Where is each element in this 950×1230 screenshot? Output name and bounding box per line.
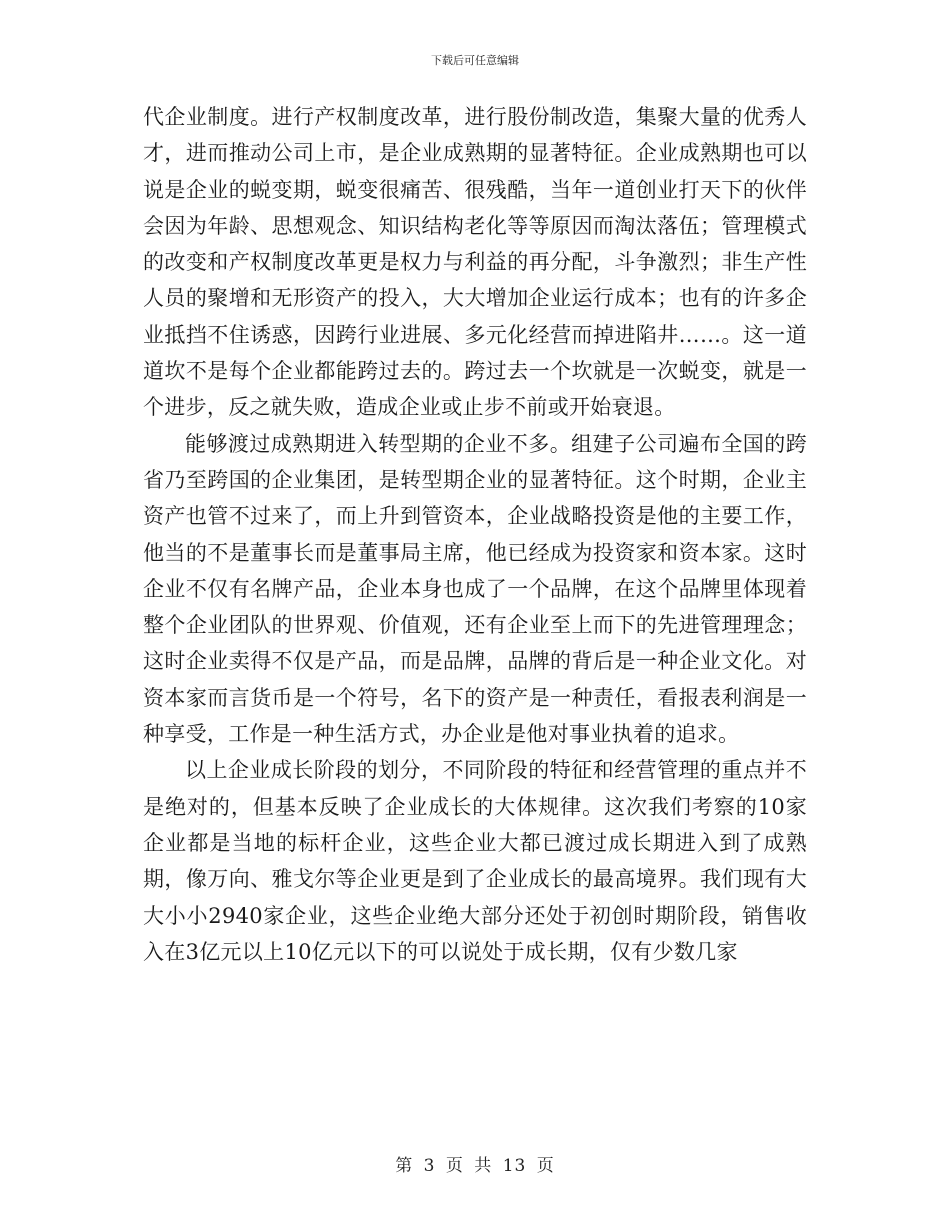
paragraph-1: 代企业制度。进行产权制度改革，进行股份制改造，集聚大量的优秀人才，进而推动公司上市，是企业成熟期的显著特征。企业成熟期也可以说是企业的蜕变期，蜕变很痛苦、很残酷，当年一道创业打天下的伙伴会因为年龄、思想观念、知识结构老化等等原因而淘汰落伍；管理模式的改变和产权制度改革更是权力与利益的再分配，斗争激烈；非生产性人员的聚增和无形资产的投入，大大增加企业运行成本；也有的许多企业抵挡不住诱惑，因跨行业进展、多元化经营而掉进陷井……。这一道道坎不是每个企业都能跨过去的。跨过去一个坎就是一次蜕变，就是一个进步，反之就失败，造成企业或止步不前或开始衰退。 — [143, 105, 807, 420]
paragraph-3: 以上企业成长阶段的划分，不同阶段的特征和经营管理的重点并不是绝对的，但基本反映了企业成长的大体规律。这次我们考察的10家企业都是当地的标杆企业，这些企业大都已渡过成长期进入到了成熟期，像万向、雅戈尔等企业更是到了企业成长的最高境界。我们现有大大小小2940家企业，这些企业绝大部分还处于初创时期阶段，销售收入在3亿元以上10亿元以下的可以说处于成长期，仅有少数几家 — [143, 758, 807, 964]
document-body — [143, 99, 807, 970]
page-number-footer: 第 3 页 共 13 页 — [395, 1156, 555, 1176]
paragraph-2: 能够渡过成熟期进入转型期的企业不多。组建子公司遍布全国的跨省乃至跨国的企业集团，是转型期企业的显著特征。这个时期，企业主资产也管不过来了，而上升到管资本，企业战略投资是他的主要工作，他当的不是董事长而是董事局主席，他已经成为投资家和资本家。这时企业不仅有名牌产品，企业本身也成了一个品牌，在这个品牌里体现着整个企业团队的世界观、价值观，还有企业至上而下的先进管理理念；这时企业卖得不仅是产品，而是品牌，品牌的背后是一种企业文化。对资本家而言货币是一个符号，名下的资产是一种责任，看报表利润是一种享受，工作是一种生活方式，办企业是他对事业执着的追求。 — [143, 431, 807, 747]
page-header: 下载后可任意编辑 — [431, 54, 519, 67]
